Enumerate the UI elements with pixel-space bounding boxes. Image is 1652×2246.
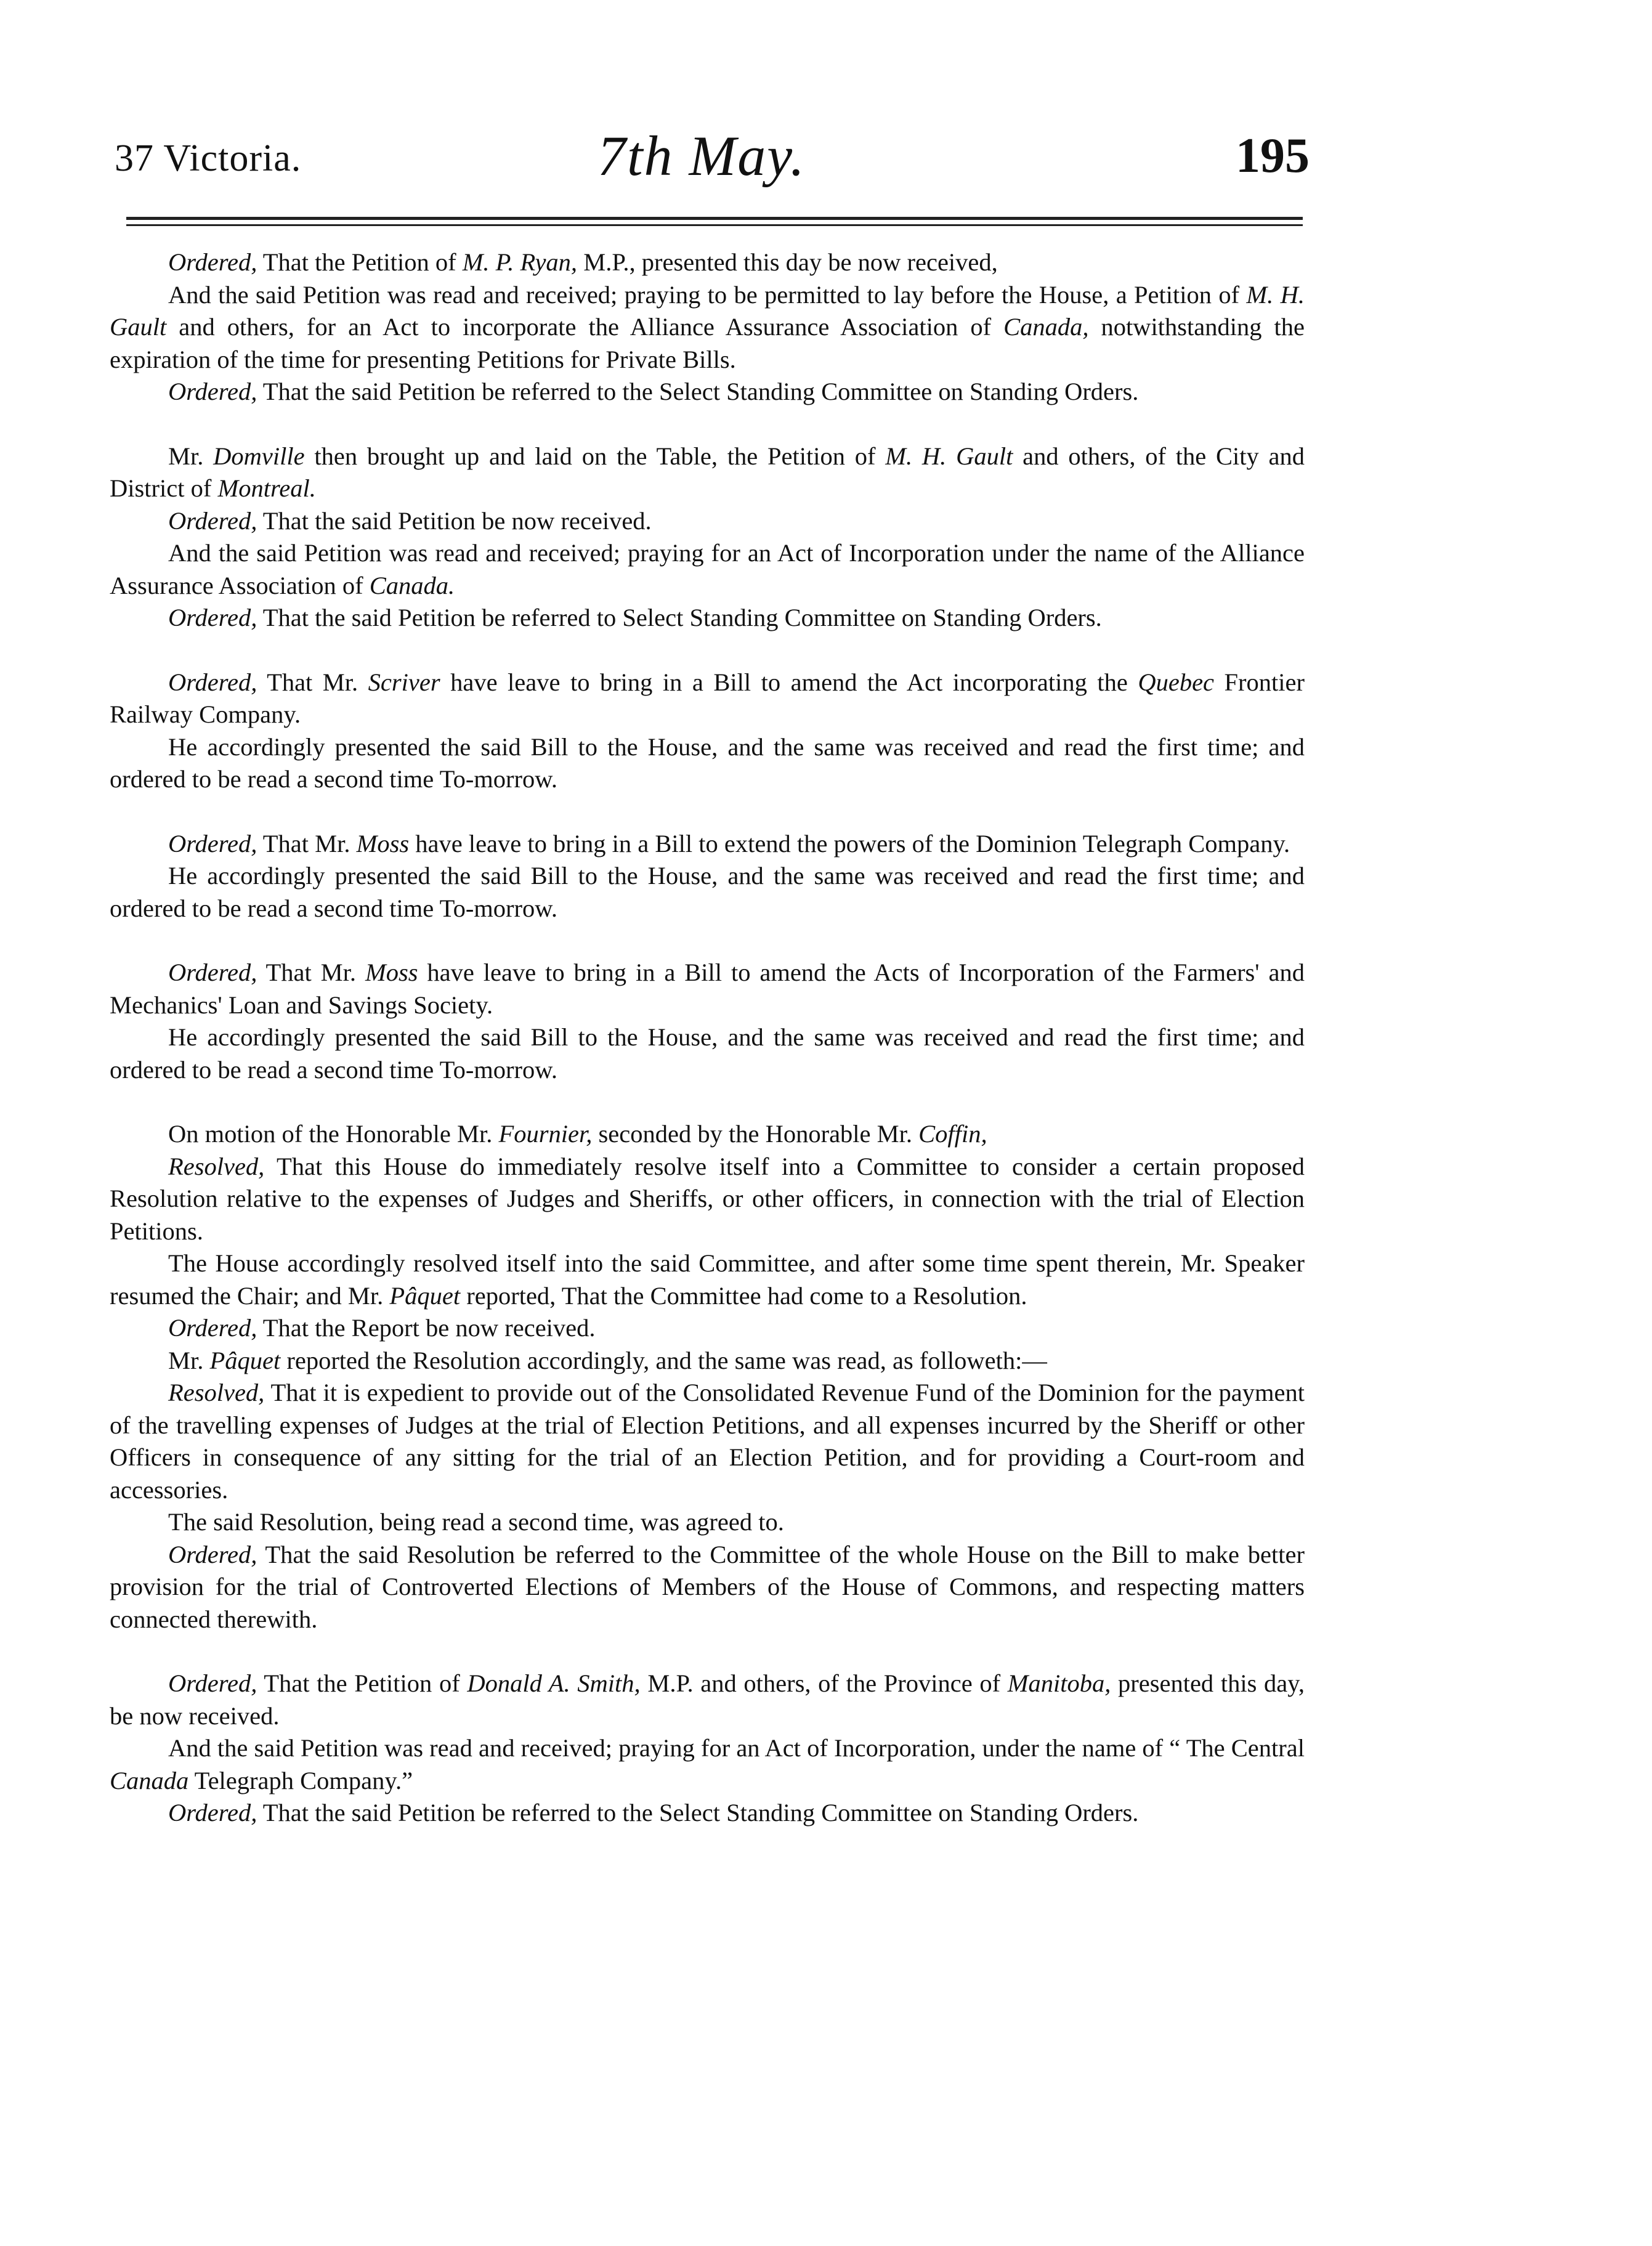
text-run: have leave to bring in a Bill to amend the Acts of Incorporation of the Farmers' and Mechanics' Loan and Savings Society.	[110, 959, 1305, 1019]
text-run: That Mr.	[257, 829, 357, 857]
paragraph	[110, 537, 1305, 602]
text-run: notwithstanding the expiration of the time for presenting Petitions for Private Bills.	[110, 313, 1305, 373]
paragraph-gap	[110, 408, 1305, 440]
text-run: seconded by the Honorable Mr.	[592, 1120, 919, 1148]
italic-text: Ordered,	[168, 668, 257, 696]
italic-text: Moss	[356, 829, 410, 857]
italic-text: Ordered,	[168, 1314, 257, 1342]
text-run: M.P. and others, of the Province of	[640, 1669, 1008, 1697]
italic-text: Canada.	[369, 571, 455, 599]
italic-text: Ordered,	[168, 378, 257, 405]
text-run: reported, That the Committee had come to a Resolution.	[460, 1281, 1027, 1310]
text-run: Frontier Railway Company.	[110, 668, 1305, 728]
italic-text: Quebec	[1138, 668, 1215, 696]
paragraph	[110, 246, 1305, 279]
paragraph	[110, 376, 1305, 408]
text-run: That the said Petition be now received.	[257, 506, 652, 535]
text-run: have leave to bring in a Bill to extend the powers of the Dominion Telegraph Company.	[409, 829, 1290, 857]
text-run: M.P., presented this day be now received,	[577, 248, 998, 276]
paragraph-gap	[110, 1086, 1305, 1118]
paragraph	[110, 440, 1305, 505]
text-run: That the Report be now received.	[257, 1314, 596, 1342]
session-label: 37 Victoria.	[115, 137, 302, 179]
text-run: That the said Petition be referred to the Select Standing Committee on Standing Orders.	[257, 1799, 1139, 1826]
text-run: That the said Petition be referred to the Select Standing Committee on Standing Orders.	[257, 378, 1139, 405]
italic-text: Fournier,	[498, 1120, 593, 1148]
paragraph	[110, 1539, 1305, 1636]
italic-text: Canada,	[1003, 313, 1089, 341]
text-run: The House accordingly resolved itself into the said Committee, and after some time spent therein, Mr. Speaker resumed the Chair; and Mr.	[110, 1249, 1305, 1310]
italic-text: Ordered,	[168, 604, 257, 631]
page-date: 7th May.	[597, 124, 806, 187]
paragraph	[110, 731, 1305, 796]
italic-text: Ordered,	[168, 1799, 257, 1826]
paragraph-gap	[110, 1636, 1305, 1668]
text-run: The said Resolution, being read a second time, was agreed to.	[168, 1508, 784, 1536]
paragraph	[110, 505, 1305, 538]
paragraph	[110, 1021, 1305, 1086]
text-run: He accordingly presented the said Bill to the House, and the same was received and read the first time; and ordered to be read a second time To-morrow.	[110, 862, 1305, 922]
paragraph	[110, 1506, 1305, 1539]
italic-text: M. P. Ryan,	[462, 248, 578, 276]
paragraph	[110, 667, 1305, 731]
paragraph	[110, 1118, 1305, 1151]
paragraph	[110, 602, 1305, 634]
italic-text: Ordered,	[168, 1540, 257, 1568]
text-run: Telegraph Company.”	[188, 1766, 413, 1794]
italic-text: Manitoba,	[1007, 1669, 1111, 1697]
text-run: Mr.	[168, 1346, 210, 1374]
paragraph-gap	[110, 634, 1305, 667]
italic-text: Montreal.	[217, 474, 316, 502]
paragraph	[110, 1247, 1305, 1312]
header-rule-thin	[126, 224, 1303, 226]
paragraph	[110, 1797, 1305, 1830]
italic-text: Coffin,	[918, 1120, 987, 1148]
italic-text: Scriver	[368, 668, 440, 696]
text-run: And the said Petition was read and received; praying to be permitted to lay before the House, a Petition of	[168, 280, 1247, 309]
text-run: presented this day, be now received.	[110, 1669, 1305, 1730]
italic-text: M. H. Gault	[110, 280, 1305, 341]
text-run: He accordingly presented the said Bill to the House, and the same was received and read the first time; and ordered to be read a second time To-morrow.	[110, 732, 1305, 793]
italic-text: Ordered,	[168, 829, 257, 857]
italic-text: Donald A. Smith,	[467, 1669, 641, 1697]
paragraph	[110, 1732, 1305, 1797]
paragraph	[110, 1668, 1305, 1732]
italic-text: Canada	[110, 1766, 189, 1794]
italic-text: Ordered,	[168, 506, 257, 535]
text-run: And the said Petition was read and received; praying for an Act of Incorporation, under the name of “ The Central	[168, 1734, 1305, 1762]
paragraph-gap	[110, 796, 1305, 828]
italic-text: Pâquet	[389, 1281, 461, 1310]
paragraph	[110, 860, 1305, 925]
text-run: and others, for an Act to incorporate the Alliance Assurance Association of	[166, 313, 1004, 341]
italic-text: Moss	[365, 959, 418, 986]
page-body	[110, 246, 1305, 1830]
italic-text: Resolved,	[168, 1152, 265, 1180]
italic-text: Domville	[213, 442, 305, 470]
paragraph	[110, 1377, 1305, 1506]
text-run: and others, of the City and District of	[110, 442, 1305, 502]
text-run: Mr.	[168, 442, 214, 470]
text-run: That Mr.	[257, 959, 365, 986]
italic-text: Ordered,	[168, 248, 257, 276]
text-run: reported the Resolution accordingly, and the same was read, as followeth:—	[280, 1346, 1047, 1374]
paragraph	[110, 957, 1305, 1021]
text-run: That Mr.	[257, 668, 368, 696]
text-run: That this House do immediately resolve itself into a Committee to consider a certain proposed Resolution relative to the expenses of Judges and Sheriffs, or other officers, in connection with the trial of Election Petitions.	[110, 1152, 1305, 1245]
text-run: He accordingly presented the said Bill to the House, and the same was received and read the first time; and ordered to be read a second time To-morrow.	[110, 1023, 1305, 1084]
paragraph	[110, 828, 1305, 861]
text-run: On motion of the Honorable Mr.	[168, 1120, 499, 1148]
text-run: That it is expedient to provide out of the Consolidated Revenue Fund of the Dominion for the payment of the travelling expenses of Judges at the trial of Election Petitions, and all expenses incurred by the Sheriff or other Officers in consequence of any sitting for the trial of an Election Petition, and for providing a Court-room and accessories.	[110, 1379, 1305, 1504]
text-run: That the said Resolution be referred to the Committee of the whole House on the Bill to make better provision for the trial of Controverted Elections of Members of the House of Commons, and respecting matters connected therewith.	[110, 1540, 1305, 1633]
italic-text: M. H. Gault	[885, 442, 1013, 470]
text-run: That the said Petition be referred to Select Standing Committee on Standing Orders.	[257, 604, 1102, 631]
italic-text: Ordered,	[168, 1669, 257, 1697]
text-run: That the Petition of	[257, 248, 463, 276]
italic-text: Ordered,	[168, 959, 257, 986]
paragraph-gap	[110, 925, 1305, 957]
paragraph	[110, 1151, 1305, 1248]
italic-text: Resolved,	[168, 1379, 265, 1406]
paragraph	[110, 1345, 1305, 1377]
text-run: then brought up and laid on the Table, the Petition of	[304, 442, 886, 470]
paragraph	[110, 1312, 1305, 1345]
text-run: have leave to bring in a Bill to amend the Act incorporating the	[440, 668, 1138, 696]
page-header	[115, 123, 1310, 197]
italic-text: Pâquet	[209, 1346, 281, 1374]
text-run: That the Petition of	[257, 1669, 468, 1697]
text-run: And the said Petition was read and received; praying for an Act of Incorporation under the name of the Alliance Assurance Association of	[110, 539, 1305, 599]
header-rule-thick	[126, 217, 1303, 220]
page-number: 195	[1236, 129, 1310, 183]
paragraph	[110, 279, 1305, 376]
